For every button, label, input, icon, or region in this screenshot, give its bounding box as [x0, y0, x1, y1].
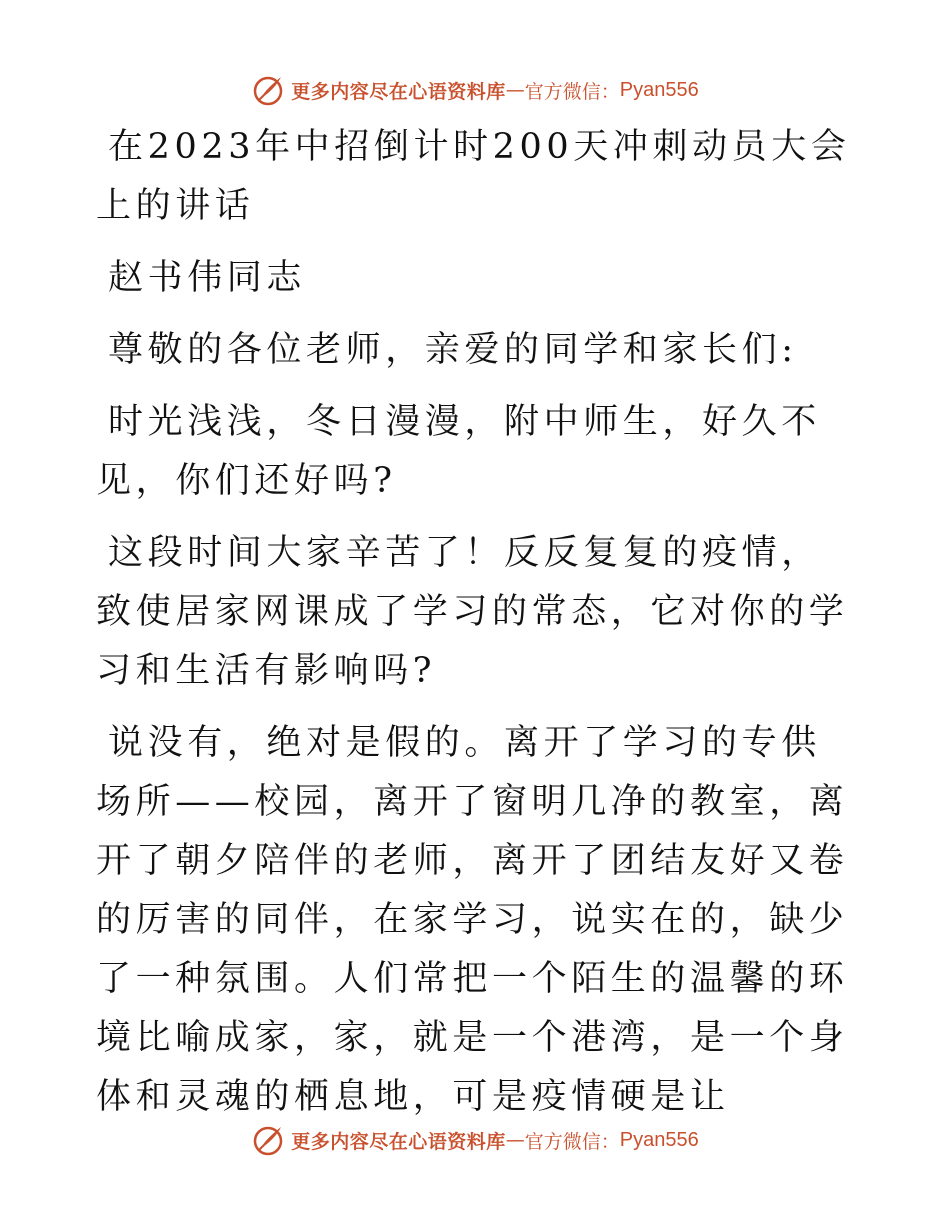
document-body: [96, 118, 856, 1140]
watermark-brand-text: 更多内容尽在心语资料库: [291, 80, 506, 103]
watermark-official-label: 官方微信：: [524, 80, 620, 103]
watermark-wechat-id: Pyan556: [619, 1128, 699, 1151]
paragraph: 时光浅浅，冬日漫漫，附中师生，好久不见，你们还好吗?: [96, 402, 821, 501]
document-title: 在2023年中招倒计时200天冲刺动员大会上的讲话: [96, 127, 851, 226]
watermark-dash: —: [505, 1129, 525, 1151]
paragraph: 这段时间大家辛苦了！反反复复的疫情，致使居家网课成了学习的常态，它对你的学习和生活有影响吗?: [96, 533, 849, 691]
feather-pen-logo-icon: [251, 73, 285, 107]
watermark-brand-text: 更多内容尽在心语资料库: [291, 1130, 506, 1153]
watermark-wechat-id: Pyan556: [619, 78, 699, 101]
watermark-dash: —: [505, 79, 525, 101]
footer-watermark: [0, 1120, 950, 1160]
paragraph: 说没有，绝对是假的。离开了学习的专供场所——校园，离开了窗明几净的教室，离开了朝夕陪伴的老师，离开了团结友好又卷的厉害的同伴，在家学习，说实在的，缺少了一种氛围。人们常把一个陌生的温馨的环境比喻成家，家，就是一个港湾，是一个身体和灵魂的栖息地，可是疫情硬是让: [96, 723, 849, 1117]
header-watermark: [0, 70, 950, 110]
watermark-official-label: 官方微信：: [524, 1130, 620, 1153]
paragraph: 尊敬的各位老师，亲爱的同学和家长们:: [108, 330, 798, 370]
document-author: 赵书伟同志: [108, 258, 307, 298]
feather-pen-logo-icon: [251, 1123, 285, 1157]
